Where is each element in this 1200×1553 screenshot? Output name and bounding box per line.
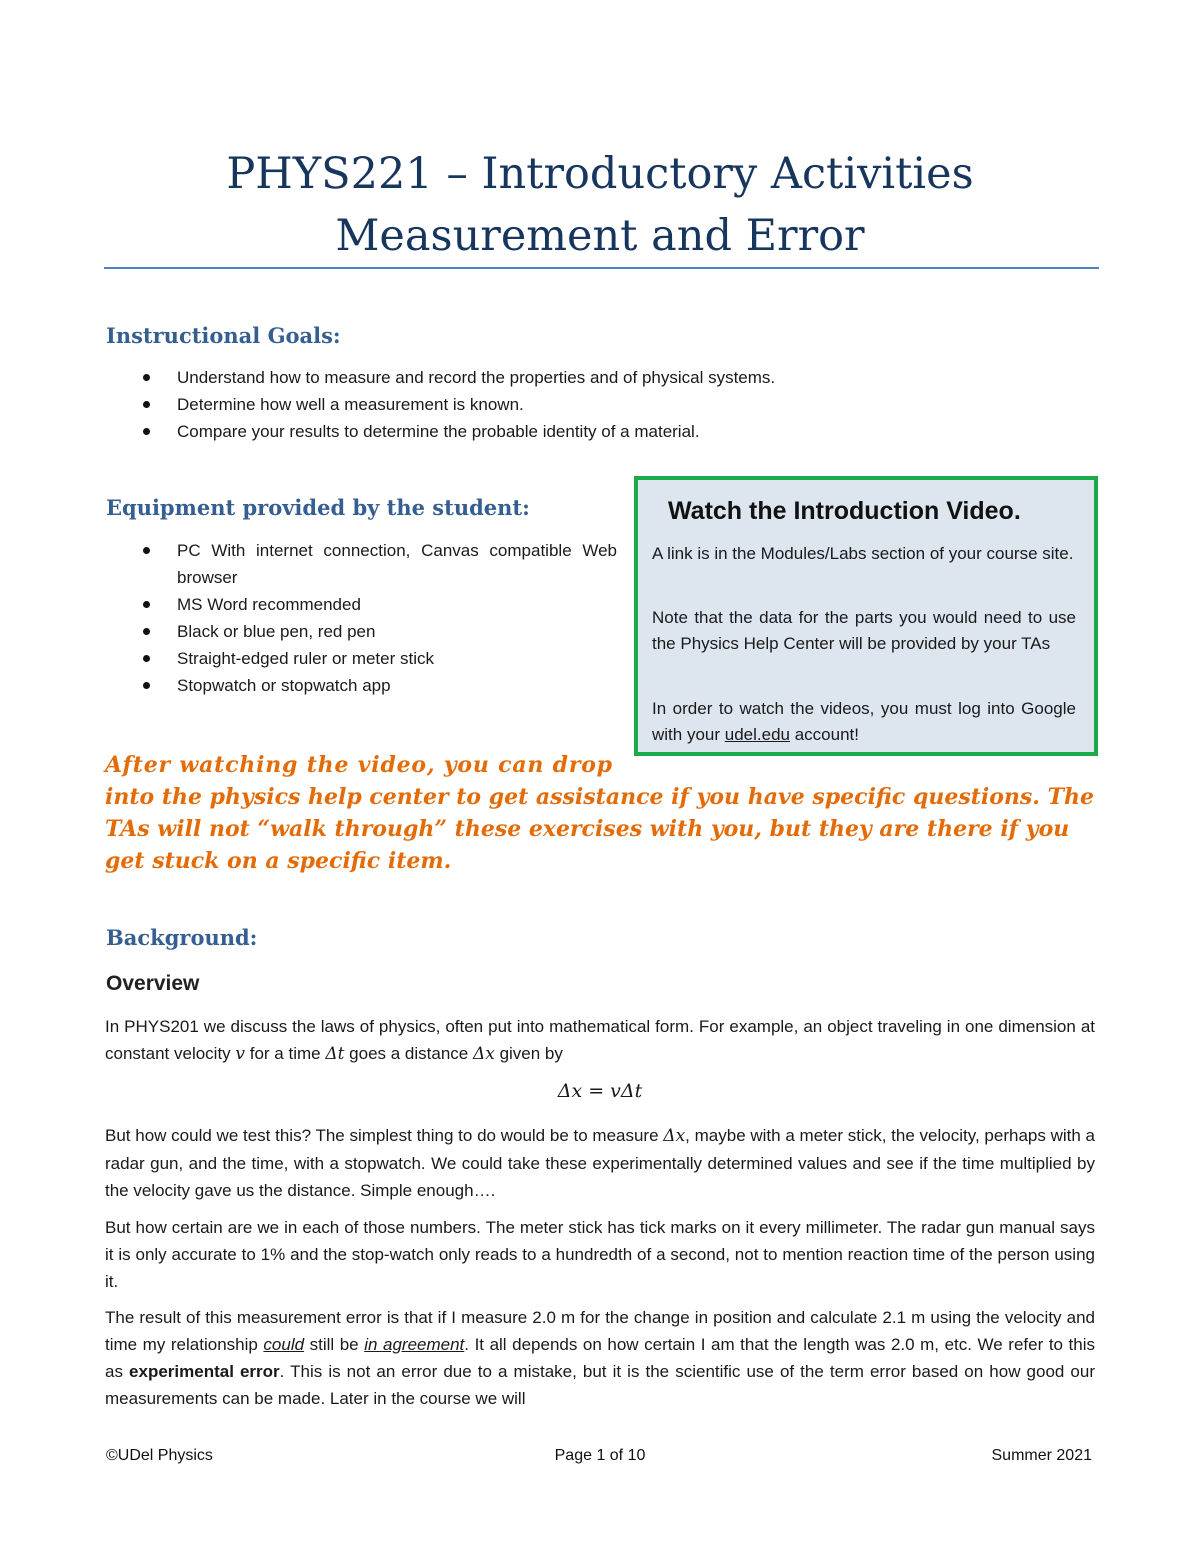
footer-page-number: Page 1 of 10 bbox=[554, 1447, 646, 1464]
equipment-list bbox=[0, 537, 617, 699]
list-item: Black or blue pen, red pen bbox=[0, 618, 617, 645]
list-item: Straight-edged ruler or meter stick bbox=[0, 645, 617, 672]
emphasis-could: could bbox=[263, 1335, 305, 1354]
text-run: for a time bbox=[245, 1044, 326, 1063]
text-run: still be bbox=[304, 1335, 365, 1354]
list-item: Understand how to measure and record the properties and of physical systems. bbox=[0, 364, 775, 391]
list-item: Determine how well a measurement is known. bbox=[0, 391, 775, 418]
math-delta-t: Δt bbox=[325, 1044, 345, 1064]
help-center-notice bbox=[105, 749, 1095, 877]
list-item: Compare your results to determine the probable identity of a material. bbox=[0, 418, 775, 445]
title-divider bbox=[104, 267, 1099, 269]
text-run: . It all depends on how certain I am that the length was 2.0 m, etc. We refer to this as bbox=[105, 1335, 1096, 1381]
login-text: In order to watch the videos, you must log into Google with your bbox=[652, 699, 1076, 744]
notice-rest: into the physics help center to get assistance if you have specific questions. The TAs will not “walk through” these exercises with you, but they are there if you get stuck on a specific item. bbox=[105, 784, 1094, 874]
certainty-paragraph: But how certain are we in each of those numbers. The meter stick has tick marks on it every millimeter. The radar gun manual says it is only accurate to 1% and the stop-watch only reads to a hundredth of a second, not to mention reaction time of the person using it. bbox=[105, 1218, 1095, 1291]
equipment-heading: Equipment provided by the student: bbox=[106, 495, 530, 520]
text-run: . This is not an error due to a mistake, but it is the scientific use of the term error based on how good our measurements can be made. Later in the course we will bbox=[105, 1362, 1095, 1408]
list-item: Stopwatch or stopwatch app bbox=[0, 672, 617, 699]
emphasis-agreement: in agreement bbox=[364, 1335, 465, 1354]
math-velocity: v bbox=[235, 1044, 246, 1064]
text-run: goes a distance bbox=[344, 1044, 473, 1063]
footer-term: Summer 2021 bbox=[991, 1447, 1092, 1464]
text-run: But how could we test this? The simplest thing to do would be to measure bbox=[105, 1126, 664, 1145]
error-paragraph bbox=[105, 1304, 1095, 1412]
list-item: MS Word recommended bbox=[0, 591, 617, 618]
math-delta-x: Δx bbox=[472, 1044, 495, 1064]
callout-text-login bbox=[652, 696, 1076, 748]
equation: Δx = vΔt bbox=[557, 1080, 643, 1102]
notice-line-1: After watching the video, you can drop bbox=[105, 752, 613, 778]
background-heading: Background: bbox=[106, 925, 258, 950]
goals-list bbox=[0, 364, 775, 445]
math-delta-x: Δx bbox=[663, 1126, 686, 1146]
term-experimental-error: experimental error bbox=[129, 1362, 280, 1381]
text-run: given by bbox=[494, 1044, 563, 1063]
page-title: PHYS221 – Introductory Activities bbox=[226, 149, 974, 199]
text-run: In PHYS201 we discuss the laws of physics, often put into mathematical form. For example, an object traveling in one dimension at constant velocity bbox=[105, 1017, 1095, 1063]
intro-video-callout bbox=[634, 476, 1098, 756]
callout-title: Watch the Introduction Video. bbox=[668, 497, 1021, 525]
text-run: The result of this measurement error is that if I measure 2.0 m for the change in position and calculate 2.1 m using the velocity and time my relationship bbox=[105, 1308, 1095, 1354]
login-text-end: account! bbox=[789, 725, 859, 744]
footer-copyright: ©UDel Physics bbox=[106, 1447, 213, 1464]
page-subtitle: Measurement and Error bbox=[335, 211, 865, 261]
goals-heading: Instructional Goals: bbox=[106, 323, 341, 348]
overview-title: Overview bbox=[106, 972, 200, 995]
list-item: PC With internet connection, Canvas compatible Web browser bbox=[0, 537, 617, 591]
text-run: , maybe with a meter stick, the velocity, perhaps with a radar gun, and the time, with a stopwatch. We could take these experimentally determined values and see if the time multiplied by the velocity gave us the distance. Simple enough…. bbox=[105, 1126, 1095, 1200]
callout-text-link-location: A link is in the Modules/Labs section of your course site. bbox=[652, 544, 1074, 563]
overview-paragraph bbox=[105, 1013, 1095, 1068]
callout-text-data-note: Note that the data for the parts you would need to use the Physics Help Center will be provided by your TAs bbox=[652, 608, 1076, 653]
udel-link[interactable]: udel.edu bbox=[724, 725, 790, 744]
testing-paragraph bbox=[105, 1122, 1095, 1204]
